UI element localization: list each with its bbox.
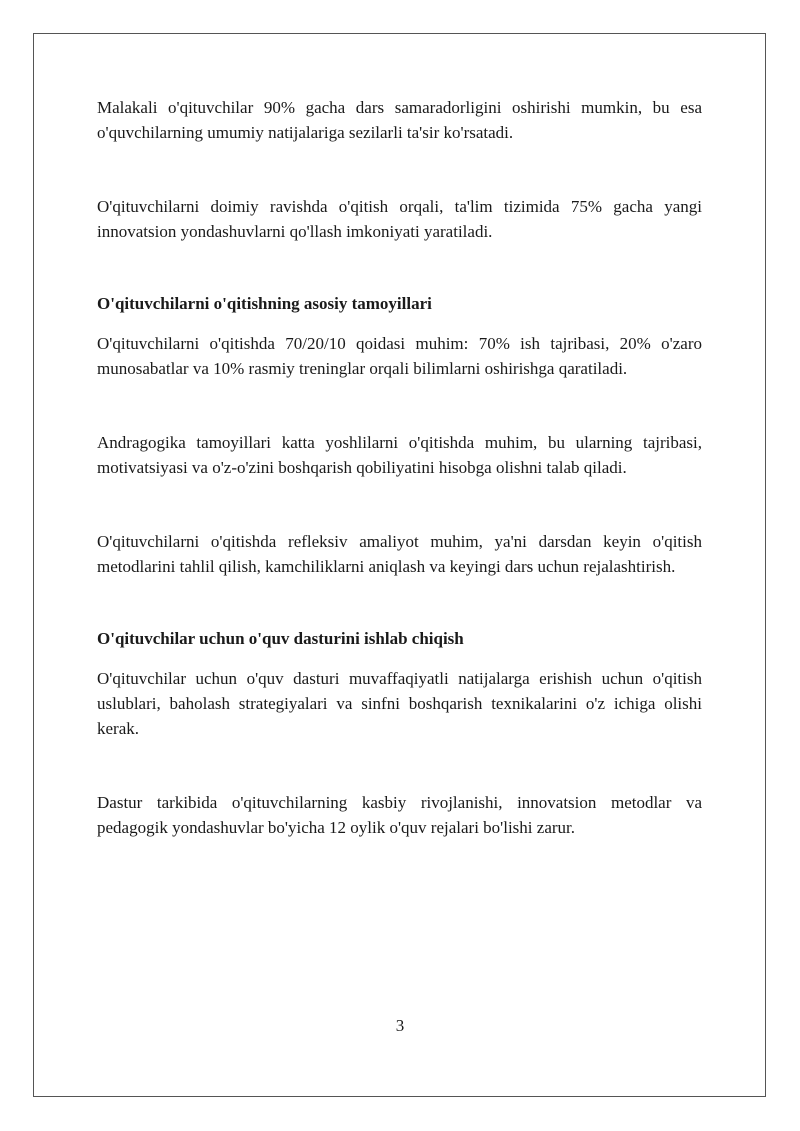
page-number: 3 xyxy=(395,1016,405,1035)
paragraph-reflective-practice: O'qituvchilarni o'qitishda refleksiv amaliyot muhim, ya'ni darsdan keyin o'qitish metodlarini tahlil qilish, kamchiliklarni aniqlash va keyingi dars uchun rejalashtirish. xyxy=(97,532,702,576)
paragraph-curriculum-content: O'qituvchilar uchun o'quv dasturi muvaffaqiyatli natijalarga erishish uchun o'qitish uslublari, baholash strategiyalari va sinfni boshqarish texnikalarini o'z ichiga olishi kerak. xyxy=(97,669,702,738)
document-body xyxy=(97,95,702,840)
paragraph-teacher-effectiveness: Malakali o'qituvchilar 90% gacha dars samaradorligini oshirishi mumkin, bu esa o'quvchilarning umumiy natijalariga sezilarli ta'sir ko'rsatadi. xyxy=(97,98,702,142)
section-heading-principles: O'qituvchilarni o'qitishning asosiy tamoyillari xyxy=(97,294,432,313)
paragraph-12-month-plan: Dastur tarkibida o'qituvchilarning kasbiy rivojlanishi, innovatsion metodlar va pedagogik yondashuvlar bo'yicha 12 oylik o'quv rejalari bo'lishi zarur. xyxy=(97,793,702,837)
paragraph-continuous-training: O'qituvchilarni doimiy ravishda o'qitish orqali, ta'lim tizimida 75% gacha yangi innovatsion yondashuvlarni qo'llash imkoniyati yaratiladi. xyxy=(97,197,702,241)
paragraph-70-20-10-rule: O'qituvchilarni o'qitishda 70/20/10 qoidasi muhim: 70% ish tajribasi, 20% o'zaro munosabatlar va 10% rasmiy treninglar orqali bilimlarni oshirishga qaratiladi. xyxy=(97,334,702,378)
paragraph-andragogy: Andragogika tamoyillari katta yoshlilarni o'qitishda muhim, bu ularning tajribasi, motivatsiyasi va o'z-o'zini boshqarish qobiliyatini hisobga olishni talab qiladi. xyxy=(97,433,702,477)
section-heading-curriculum: O'qituvchilar uchun o'quv dasturini ishlab chiqish xyxy=(97,629,464,648)
